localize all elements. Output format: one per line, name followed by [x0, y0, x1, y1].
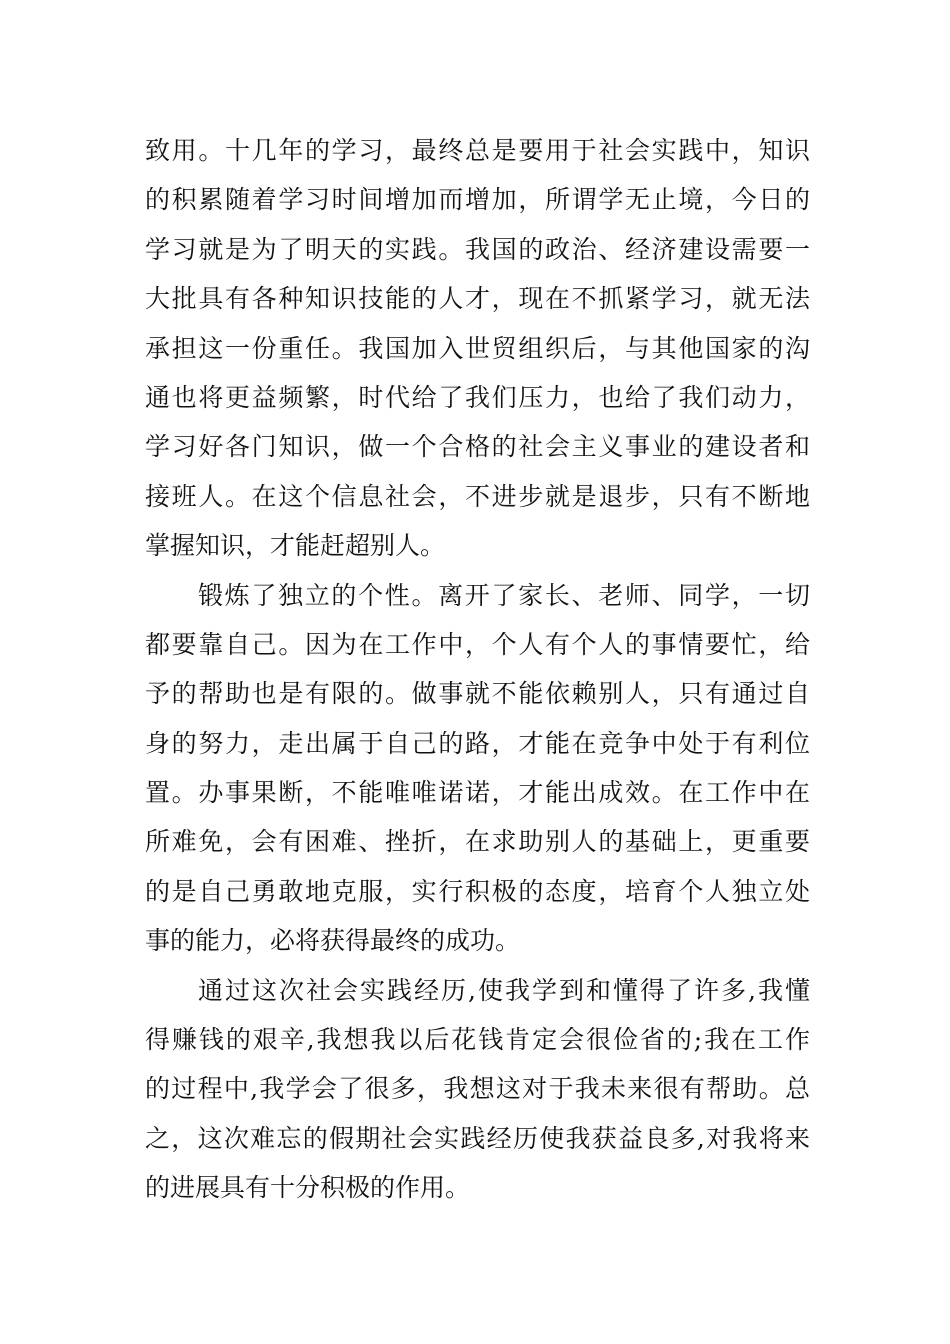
text-line: 通也将更益频繁，时代给了我们压力，也给了我们动力，	[145, 382, 810, 412]
body-text	[145, 126, 810, 1213]
text-line: 锻炼了独立的个性。离开了家长、老师、同学，一切	[198, 580, 810, 610]
text-line: 学习就是为了明天的实践。我国的政治、经济建设需要一	[145, 234, 810, 264]
text-line: 之，这次难忘的假期社会实践经历使我获益良多,对我将来	[145, 1123, 810, 1153]
text-line: 接班人。在这个信息社会，不进步就是退步，只有不断地	[145, 481, 810, 511]
text-line: 身的努力，走出属于自己的路，才能在竞争中处于有利位	[145, 728, 810, 758]
text-line: 致用。十几年的学习，最终总是要用于社会实践中，知识	[145, 136, 810, 165]
text-line: 置。办事果断，不能唯唯诺诺，才能出成效。在工作中在	[145, 778, 810, 808]
paragraph-2	[145, 571, 810, 966]
text-line: 承担这一份重任。我国加入世贸组织后，与其他国家的沟	[145, 333, 810, 363]
text-line: 的积累随着学习时间增加而增加，所谓学无止境，今日的	[145, 185, 810, 215]
text-line: 的是自己勇敢地克服，实行积极的态度，培育个人独立处	[145, 876, 810, 906]
text-line: 通过这次社会实践经历,使我学到和懂得了许多,我懂	[198, 975, 810, 1005]
text-line: 的进展具有十分积极的作用。	[145, 1173, 471, 1203]
text-line: 掌握知识，才能赶超别人。	[145, 531, 446, 561]
text-line: 得赚钱的艰辛,我想我以后花钱肯定会很俭省的;我在工作	[145, 1025, 810, 1055]
text-line: 都要靠自己。因为在工作中，个人有个人的事情要忙，给	[145, 629, 810, 659]
text-line: 所难免，会有困难、挫折，在求助别人的基础上，更重要	[145, 827, 810, 857]
paragraph-3	[145, 966, 810, 1213]
paragraph-1	[145, 126, 810, 571]
text-line: 学习好各门知识，做一个合格的社会主义事业的建设者和	[145, 432, 810, 462]
text-line: 的过程中,我学会了很多，我想这对于我未来很有帮助。总	[145, 1074, 810, 1104]
text-line: 事的能力，必将获得最终的成功。	[145, 926, 521, 956]
text-line: 大批具有各种知识技能的人才，现在不抓紧学习，就无法	[145, 284, 810, 314]
text-line: 予的帮助也是有限的。做事就不能依赖别人，只有通过自	[145, 679, 810, 709]
